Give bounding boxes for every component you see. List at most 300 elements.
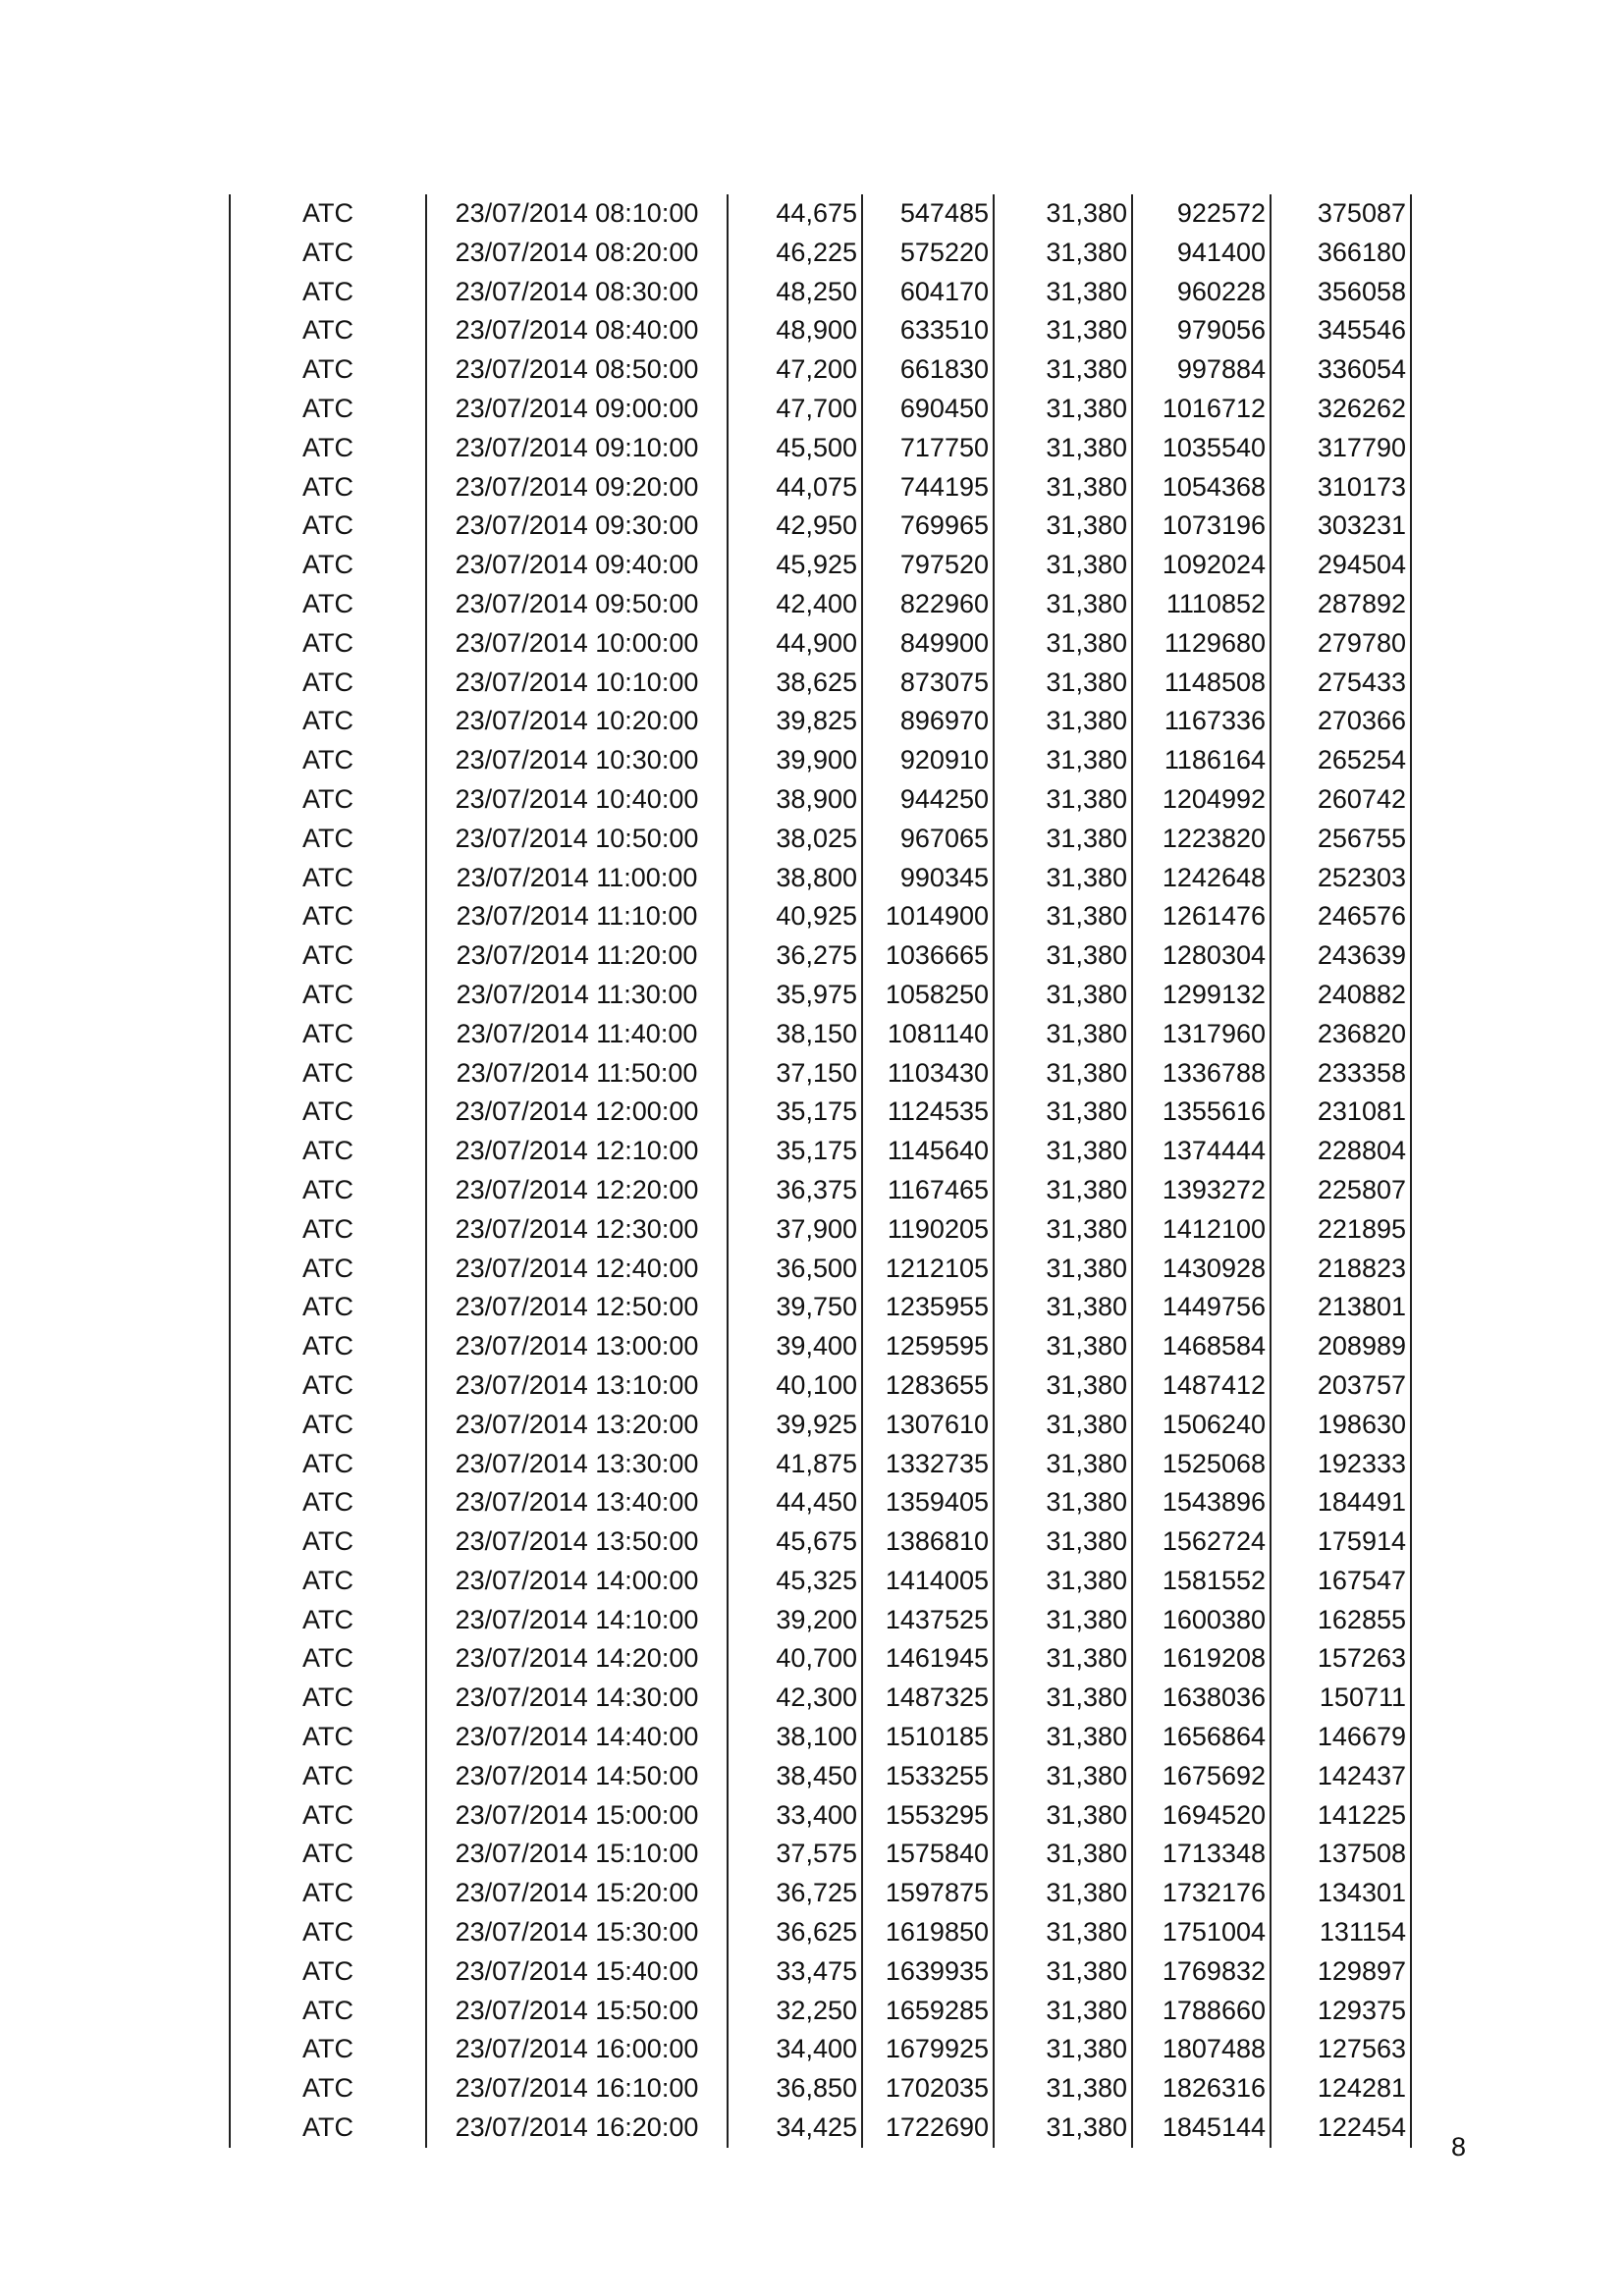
value-a-cell: 44,900 <box>728 624 862 664</box>
cumulative-a-cell: 873075 <box>862 664 994 703</box>
site-cell: ATC <box>230 664 426 703</box>
table-row <box>230 1132 1411 1171</box>
difference-cell: 236820 <box>1271 1015 1411 1054</box>
table-row <box>230 429 1411 468</box>
timestamp-cell: 23/07/2014 09:20:00 <box>426 468 728 507</box>
table-row <box>230 546 1411 585</box>
timestamp-cell: 23/07/2014 13:50:00 <box>426 1522 728 1562</box>
difference-cell: 146679 <box>1271 1718 1411 1757</box>
value-a-cell: 34,400 <box>728 2030 862 2069</box>
value-a-cell: 33,475 <box>728 1952 862 1992</box>
value-a-cell: 37,575 <box>728 1835 862 1874</box>
timestamp-cell: 23/07/2014 09:10:00 <box>426 429 728 468</box>
table-row <box>230 1366 1411 1406</box>
timestamp-cell: 23/07/2014 11:40:00 <box>426 1015 728 1054</box>
site-cell: ATC <box>230 976 426 1015</box>
difference-cell: 157263 <box>1271 1639 1411 1679</box>
cumulative-a-cell: 547485 <box>862 194 994 234</box>
site-cell: ATC <box>230 1015 426 1054</box>
timestamp-cell: 23/07/2014 13:20:00 <box>426 1406 728 1445</box>
value-b-cell: 31,380 <box>994 624 1132 664</box>
cumulative-a-cell: 1359405 <box>862 1483 994 1522</box>
difference-cell: 243639 <box>1271 936 1411 976</box>
value-a-cell: 47,200 <box>728 350 862 390</box>
value-a-cell: 42,300 <box>728 1679 862 1718</box>
site-cell: ATC <box>230 1327 426 1366</box>
value-b-cell: 31,380 <box>994 2109 1132 2148</box>
value-b-cell: 31,380 <box>994 1796 1132 1836</box>
site-cell: ATC <box>230 2069 426 2109</box>
value-b-cell: 31,380 <box>994 664 1132 703</box>
timestamp-cell: 23/07/2014 16:10:00 <box>426 2069 728 2109</box>
timestamp-cell: 23/07/2014 15:10:00 <box>426 1835 728 1874</box>
table-row <box>230 820 1411 859</box>
cumulative-b-cell: 1110852 <box>1132 585 1271 624</box>
cumulative-a-cell: 1437525 <box>862 1601 994 1640</box>
value-b-cell: 31,380 <box>994 897 1132 936</box>
value-b-cell: 31,380 <box>994 780 1132 820</box>
cumulative-a-cell: 1332735 <box>862 1445 994 1484</box>
site-cell: ATC <box>230 390 426 429</box>
difference-cell: 260742 <box>1271 780 1411 820</box>
difference-cell: 228804 <box>1271 1132 1411 1171</box>
table-row <box>230 390 1411 429</box>
table-row <box>230 1835 1411 1874</box>
cumulative-b-cell: 1242648 <box>1132 859 1271 898</box>
cumulative-b-cell: 1788660 <box>1132 1992 1271 2031</box>
table-row <box>230 2109 1411 2148</box>
cumulative-a-cell: 967065 <box>862 820 994 859</box>
cumulative-a-cell: 822960 <box>862 585 994 624</box>
site-cell: ATC <box>230 780 426 820</box>
difference-cell: 265254 <box>1271 741 1411 780</box>
difference-cell: 203757 <box>1271 1366 1411 1406</box>
difference-cell: 345546 <box>1271 311 1411 350</box>
table-row <box>230 2069 1411 2109</box>
value-b-cell: 31,380 <box>994 585 1132 624</box>
value-b-cell: 31,380 <box>994 546 1132 585</box>
cumulative-b-cell: 1393272 <box>1132 1171 1271 1210</box>
difference-cell: 129897 <box>1271 1952 1411 1992</box>
table-row <box>230 1015 1411 1054</box>
site-cell: ATC <box>230 1406 426 1445</box>
value-b-cell: 31,380 <box>994 1757 1132 1796</box>
cumulative-a-cell: 1414005 <box>862 1562 994 1601</box>
cumulative-a-cell: 575220 <box>862 234 994 273</box>
timestamp-cell: 23/07/2014 08:40:00 <box>426 311 728 350</box>
cumulative-a-cell: 849900 <box>862 624 994 664</box>
timestamp-cell: 23/07/2014 12:10:00 <box>426 1132 728 1171</box>
value-b-cell: 31,380 <box>994 1679 1132 1718</box>
cumulative-b-cell: 1374444 <box>1132 1132 1271 1171</box>
site-cell: ATC <box>230 2030 426 2069</box>
timestamp-cell: 23/07/2014 15:50:00 <box>426 1992 728 2031</box>
table-row <box>230 976 1411 1015</box>
difference-cell: 218823 <box>1271 1250 1411 1289</box>
timestamp-cell: 23/07/2014 09:30:00 <box>426 507 728 546</box>
timestamp-cell: 23/07/2014 11:20:00 <box>426 936 728 976</box>
table-row <box>230 2030 1411 2069</box>
cumulative-b-cell: 1167336 <box>1132 702 1271 741</box>
difference-cell: 134301 <box>1271 1874 1411 1913</box>
value-b-cell: 31,380 <box>994 273 1132 312</box>
site-cell: ATC <box>230 1952 426 1992</box>
site-cell: ATC <box>230 741 426 780</box>
cumulative-a-cell: 920910 <box>862 741 994 780</box>
difference-cell: 124281 <box>1271 2069 1411 2109</box>
timestamp-cell: 23/07/2014 15:20:00 <box>426 1874 728 1913</box>
difference-cell: 303231 <box>1271 507 1411 546</box>
cumulative-b-cell: 1694520 <box>1132 1796 1271 1836</box>
difference-cell: 287892 <box>1271 585 1411 624</box>
value-a-cell: 35,175 <box>728 1093 862 1132</box>
cumulative-b-cell: 1280304 <box>1132 936 1271 976</box>
cumulative-a-cell: 1103430 <box>862 1054 994 1094</box>
cumulative-b-cell: 1600380 <box>1132 1601 1271 1640</box>
site-cell: ATC <box>230 702 426 741</box>
value-b-cell: 31,380 <box>994 976 1132 1015</box>
site-cell: ATC <box>230 194 426 234</box>
table-row <box>230 1171 1411 1210</box>
site-cell: ATC <box>230 1718 426 1757</box>
value-a-cell: 39,925 <box>728 1406 862 1445</box>
cumulative-b-cell: 997884 <box>1132 350 1271 390</box>
value-a-cell: 38,450 <box>728 1757 862 1796</box>
timestamp-cell: 23/07/2014 15:40:00 <box>426 1952 728 1992</box>
site-cell: ATC <box>230 1874 426 1913</box>
cumulative-a-cell: 1036665 <box>862 936 994 976</box>
value-b-cell: 31,380 <box>994 1288 1132 1327</box>
cumulative-a-cell: 1081140 <box>862 1015 994 1054</box>
table-row <box>230 194 1411 234</box>
cumulative-a-cell: 1461945 <box>862 1639 994 1679</box>
timestamp-cell: 23/07/2014 13:00:00 <box>426 1327 728 1366</box>
difference-cell: 256755 <box>1271 820 1411 859</box>
cumulative-a-cell: 1014900 <box>862 897 994 936</box>
cumulative-b-cell: 1487412 <box>1132 1366 1271 1406</box>
site-cell: ATC <box>230 1288 426 1327</box>
cumulative-a-cell: 1167465 <box>862 1171 994 1210</box>
value-b-cell: 31,380 <box>994 1015 1132 1054</box>
value-a-cell: 35,175 <box>728 1132 862 1171</box>
site-cell: ATC <box>230 311 426 350</box>
site-cell: ATC <box>230 1445 426 1484</box>
cumulative-a-cell: 1124535 <box>862 1093 994 1132</box>
cumulative-a-cell: 744195 <box>862 468 994 507</box>
difference-cell: 141225 <box>1271 1796 1411 1836</box>
value-b-cell: 31,380 <box>994 1562 1132 1601</box>
cumulative-b-cell: 1525068 <box>1132 1445 1271 1484</box>
value-b-cell: 31,380 <box>994 1250 1132 1289</box>
timestamp-cell: 23/07/2014 08:50:00 <box>426 350 728 390</box>
table-row <box>230 936 1411 976</box>
table-row <box>230 350 1411 390</box>
cumulative-b-cell: 1016712 <box>1132 390 1271 429</box>
site-cell: ATC <box>230 1366 426 1406</box>
value-b-cell: 31,380 <box>994 1913 1132 1952</box>
timestamp-cell: 23/07/2014 15:00:00 <box>426 1796 728 1836</box>
page-number: 8 <box>1451 2132 1467 2162</box>
site-cell: ATC <box>230 1171 426 1210</box>
value-b-cell: 31,380 <box>994 1522 1132 1562</box>
cumulative-b-cell: 1562724 <box>1132 1522 1271 1562</box>
value-a-cell: 36,275 <box>728 936 862 976</box>
cumulative-b-cell: 1355616 <box>1132 1093 1271 1132</box>
table-row <box>230 741 1411 780</box>
value-b-cell: 31,380 <box>994 1210 1132 1250</box>
site-cell: ATC <box>230 1913 426 1952</box>
cumulative-b-cell: 1656864 <box>1132 1718 1271 1757</box>
site-cell: ATC <box>230 585 426 624</box>
table-row <box>230 1796 1411 1836</box>
difference-cell: 127563 <box>1271 2030 1411 2069</box>
value-a-cell: 46,225 <box>728 234 862 273</box>
cumulative-a-cell: 604170 <box>862 273 994 312</box>
site-cell: ATC <box>230 1601 426 1640</box>
cumulative-a-cell: 1553295 <box>862 1796 994 1836</box>
cumulative-a-cell: 797520 <box>862 546 994 585</box>
value-a-cell: 34,425 <box>728 2109 862 2148</box>
value-a-cell: 42,400 <box>728 585 862 624</box>
site-cell: ATC <box>230 859 426 898</box>
cumulative-a-cell: 1619850 <box>862 1913 994 1952</box>
difference-cell: 198630 <box>1271 1406 1411 1445</box>
value-a-cell: 47,700 <box>728 390 862 429</box>
site-cell: ATC <box>230 1796 426 1836</box>
value-b-cell: 31,380 <box>994 1406 1132 1445</box>
cumulative-b-cell: 1581552 <box>1132 1562 1271 1601</box>
value-b-cell: 31,380 <box>994 390 1132 429</box>
difference-cell: 356058 <box>1271 273 1411 312</box>
site-cell: ATC <box>230 273 426 312</box>
value-a-cell: 44,075 <box>728 468 862 507</box>
table-row <box>230 507 1411 546</box>
table-row <box>230 1406 1411 1445</box>
difference-cell: 275433 <box>1271 664 1411 703</box>
value-a-cell: 39,750 <box>728 1288 862 1327</box>
value-a-cell: 40,700 <box>728 1639 862 1679</box>
cumulative-b-cell: 1412100 <box>1132 1210 1271 1250</box>
timestamp-cell: 23/07/2014 10:00:00 <box>426 624 728 664</box>
value-a-cell: 44,675 <box>728 194 862 234</box>
site-cell: ATC <box>230 1210 426 1250</box>
table-row <box>230 624 1411 664</box>
value-b-cell: 31,380 <box>994 1952 1132 1992</box>
table-row <box>230 1210 1411 1250</box>
site-cell: ATC <box>230 468 426 507</box>
value-b-cell: 31,380 <box>994 820 1132 859</box>
site-cell: ATC <box>230 1522 426 1562</box>
cumulative-b-cell: 1148508 <box>1132 664 1271 703</box>
value-b-cell: 31,380 <box>994 2030 1132 2069</box>
cumulative-a-cell: 1487325 <box>862 1679 994 1718</box>
difference-cell: 310173 <box>1271 468 1411 507</box>
difference-cell: 167547 <box>1271 1562 1411 1601</box>
value-b-cell: 31,380 <box>994 311 1132 350</box>
cumulative-b-cell: 1807488 <box>1132 2030 1271 2069</box>
cumulative-a-cell: 1190205 <box>862 1210 994 1250</box>
value-b-cell: 31,380 <box>994 507 1132 546</box>
table-row <box>230 1288 1411 1327</box>
value-b-cell: 31,380 <box>994 741 1132 780</box>
difference-cell: 192333 <box>1271 1445 1411 1484</box>
site-cell: ATC <box>230 1132 426 1171</box>
value-a-cell: 48,900 <box>728 311 862 350</box>
value-a-cell: 45,925 <box>728 546 862 585</box>
table-row <box>230 1992 1411 2031</box>
cumulative-b-cell: 1713348 <box>1132 1835 1271 1874</box>
cumulative-a-cell: 1212105 <box>862 1250 994 1289</box>
cumulative-b-cell: 1826316 <box>1132 2069 1271 2109</box>
timestamp-cell: 23/07/2014 11:10:00 <box>426 897 728 936</box>
table-row <box>230 468 1411 507</box>
value-a-cell: 38,625 <box>728 664 862 703</box>
value-a-cell: 39,825 <box>728 702 862 741</box>
timestamp-cell: 23/07/2014 10:20:00 <box>426 702 728 741</box>
difference-cell: 270366 <box>1271 702 1411 741</box>
cumulative-b-cell: 1638036 <box>1132 1679 1271 1718</box>
difference-cell: 336054 <box>1271 350 1411 390</box>
site-cell: ATC <box>230 2109 426 2148</box>
timestamp-cell: 23/07/2014 10:50:00 <box>426 820 728 859</box>
cumulative-b-cell: 1092024 <box>1132 546 1271 585</box>
cumulative-b-cell: 1845144 <box>1132 2109 1271 2148</box>
timestamp-cell: 23/07/2014 14:50:00 <box>426 1757 728 1796</box>
table-row <box>230 1718 1411 1757</box>
value-a-cell: 45,325 <box>728 1562 862 1601</box>
site-cell: ATC <box>230 1562 426 1601</box>
timestamp-cell: 23/07/2014 12:30:00 <box>426 1210 728 1250</box>
difference-cell: 175914 <box>1271 1522 1411 1562</box>
cumulative-b-cell: 1054368 <box>1132 468 1271 507</box>
table-row <box>230 702 1411 741</box>
table-row <box>230 1562 1411 1601</box>
value-b-cell: 31,380 <box>994 1327 1132 1366</box>
value-a-cell: 38,800 <box>728 859 862 898</box>
value-a-cell: 38,025 <box>728 820 862 859</box>
site-cell: ATC <box>230 1483 426 1522</box>
table-row <box>230 1639 1411 1679</box>
cumulative-b-cell: 1543896 <box>1132 1483 1271 1522</box>
site-cell: ATC <box>230 1992 426 2031</box>
value-a-cell: 38,150 <box>728 1015 862 1054</box>
timestamp-cell: 23/07/2014 09:00:00 <box>426 390 728 429</box>
difference-cell: 240882 <box>1271 976 1411 1015</box>
value-a-cell: 37,900 <box>728 1210 862 1250</box>
value-a-cell: 39,900 <box>728 741 862 780</box>
cumulative-b-cell: 1129680 <box>1132 624 1271 664</box>
timestamp-cell: 23/07/2014 09:40:00 <box>426 546 728 585</box>
site-cell: ATC <box>230 1250 426 1289</box>
value-b-cell: 31,380 <box>994 1874 1132 1913</box>
difference-cell: 129375 <box>1271 1992 1411 2031</box>
cumulative-b-cell: 1186164 <box>1132 741 1271 780</box>
value-b-cell: 31,380 <box>994 1054 1132 1094</box>
difference-cell: 246576 <box>1271 897 1411 936</box>
value-b-cell: 31,380 <box>994 1093 1132 1132</box>
difference-cell: 317790 <box>1271 429 1411 468</box>
value-a-cell: 44,450 <box>728 1483 862 1522</box>
value-b-cell: 31,380 <box>994 859 1132 898</box>
table-row <box>230 1445 1411 1484</box>
difference-cell: 366180 <box>1271 234 1411 273</box>
cumulative-b-cell: 1336788 <box>1132 1054 1271 1094</box>
cumulative-b-cell: 1619208 <box>1132 1639 1271 1679</box>
cumulative-a-cell: 1679925 <box>862 2030 994 2069</box>
table-row <box>230 311 1411 350</box>
cumulative-a-cell: 1145640 <box>862 1132 994 1171</box>
cumulative-b-cell: 1468584 <box>1132 1327 1271 1366</box>
difference-cell: 213801 <box>1271 1288 1411 1327</box>
cumulative-b-cell: 1204992 <box>1132 780 1271 820</box>
cumulative-b-cell: 1430928 <box>1132 1250 1271 1289</box>
table-row <box>230 273 1411 312</box>
timestamp-cell: 23/07/2014 13:30:00 <box>426 1445 728 1484</box>
site-cell: ATC <box>230 1093 426 1132</box>
data-table <box>229 194 1412 2148</box>
value-a-cell: 38,900 <box>728 780 862 820</box>
difference-cell: 184491 <box>1271 1483 1411 1522</box>
cumulative-a-cell: 1058250 <box>862 976 994 1015</box>
site-cell: ATC <box>230 429 426 468</box>
timestamp-cell: 23/07/2014 14:20:00 <box>426 1639 728 1679</box>
cumulative-b-cell: 1506240 <box>1132 1406 1271 1445</box>
table-row <box>230 1952 1411 1992</box>
site-cell: ATC <box>230 350 426 390</box>
table-row <box>230 1679 1411 1718</box>
site-cell: ATC <box>230 820 426 859</box>
table-row <box>230 1054 1411 1094</box>
site-cell: ATC <box>230 1835 426 1874</box>
timestamp-cell: 23/07/2014 12:40:00 <box>426 1250 728 1289</box>
difference-cell: 162855 <box>1271 1601 1411 1640</box>
table-row <box>230 585 1411 624</box>
cumulative-a-cell: 717750 <box>862 429 994 468</box>
value-b-cell: 31,380 <box>994 936 1132 976</box>
site-cell: ATC <box>230 624 426 664</box>
cumulative-a-cell: 769965 <box>862 507 994 546</box>
table-body <box>230 194 1411 2148</box>
cumulative-b-cell: 941400 <box>1132 234 1271 273</box>
table-row <box>230 664 1411 703</box>
cumulative-a-cell: 633510 <box>862 311 994 350</box>
table-row <box>230 1757 1411 1796</box>
value-a-cell: 33,400 <box>728 1796 862 1836</box>
value-b-cell: 31,380 <box>994 1835 1132 1874</box>
timestamp-cell: 23/07/2014 14:40:00 <box>426 1718 728 1757</box>
cumulative-a-cell: 896970 <box>862 702 994 741</box>
table-row <box>230 234 1411 273</box>
table-row <box>230 1874 1411 1913</box>
value-b-cell: 31,380 <box>994 1171 1132 1210</box>
difference-cell: 221895 <box>1271 1210 1411 1250</box>
cumulative-a-cell: 1533255 <box>862 1757 994 1796</box>
cumulative-a-cell: 1510185 <box>862 1718 994 1757</box>
cumulative-a-cell: 1639935 <box>862 1952 994 1992</box>
cumulative-b-cell: 1035540 <box>1132 429 1271 468</box>
table-row <box>230 1093 1411 1132</box>
timestamp-cell: 23/07/2014 16:20:00 <box>426 2109 728 2148</box>
value-a-cell: 36,725 <box>728 1874 862 1913</box>
value-a-cell: 45,500 <box>728 429 862 468</box>
value-a-cell: 40,100 <box>728 1366 862 1406</box>
cumulative-a-cell: 690450 <box>862 390 994 429</box>
cumulative-b-cell: 1675692 <box>1132 1757 1271 1796</box>
cumulative-b-cell: 1751004 <box>1132 1913 1271 1952</box>
site-cell: ATC <box>230 1054 426 1094</box>
difference-cell: 279780 <box>1271 624 1411 664</box>
value-b-cell: 31,380 <box>994 1639 1132 1679</box>
